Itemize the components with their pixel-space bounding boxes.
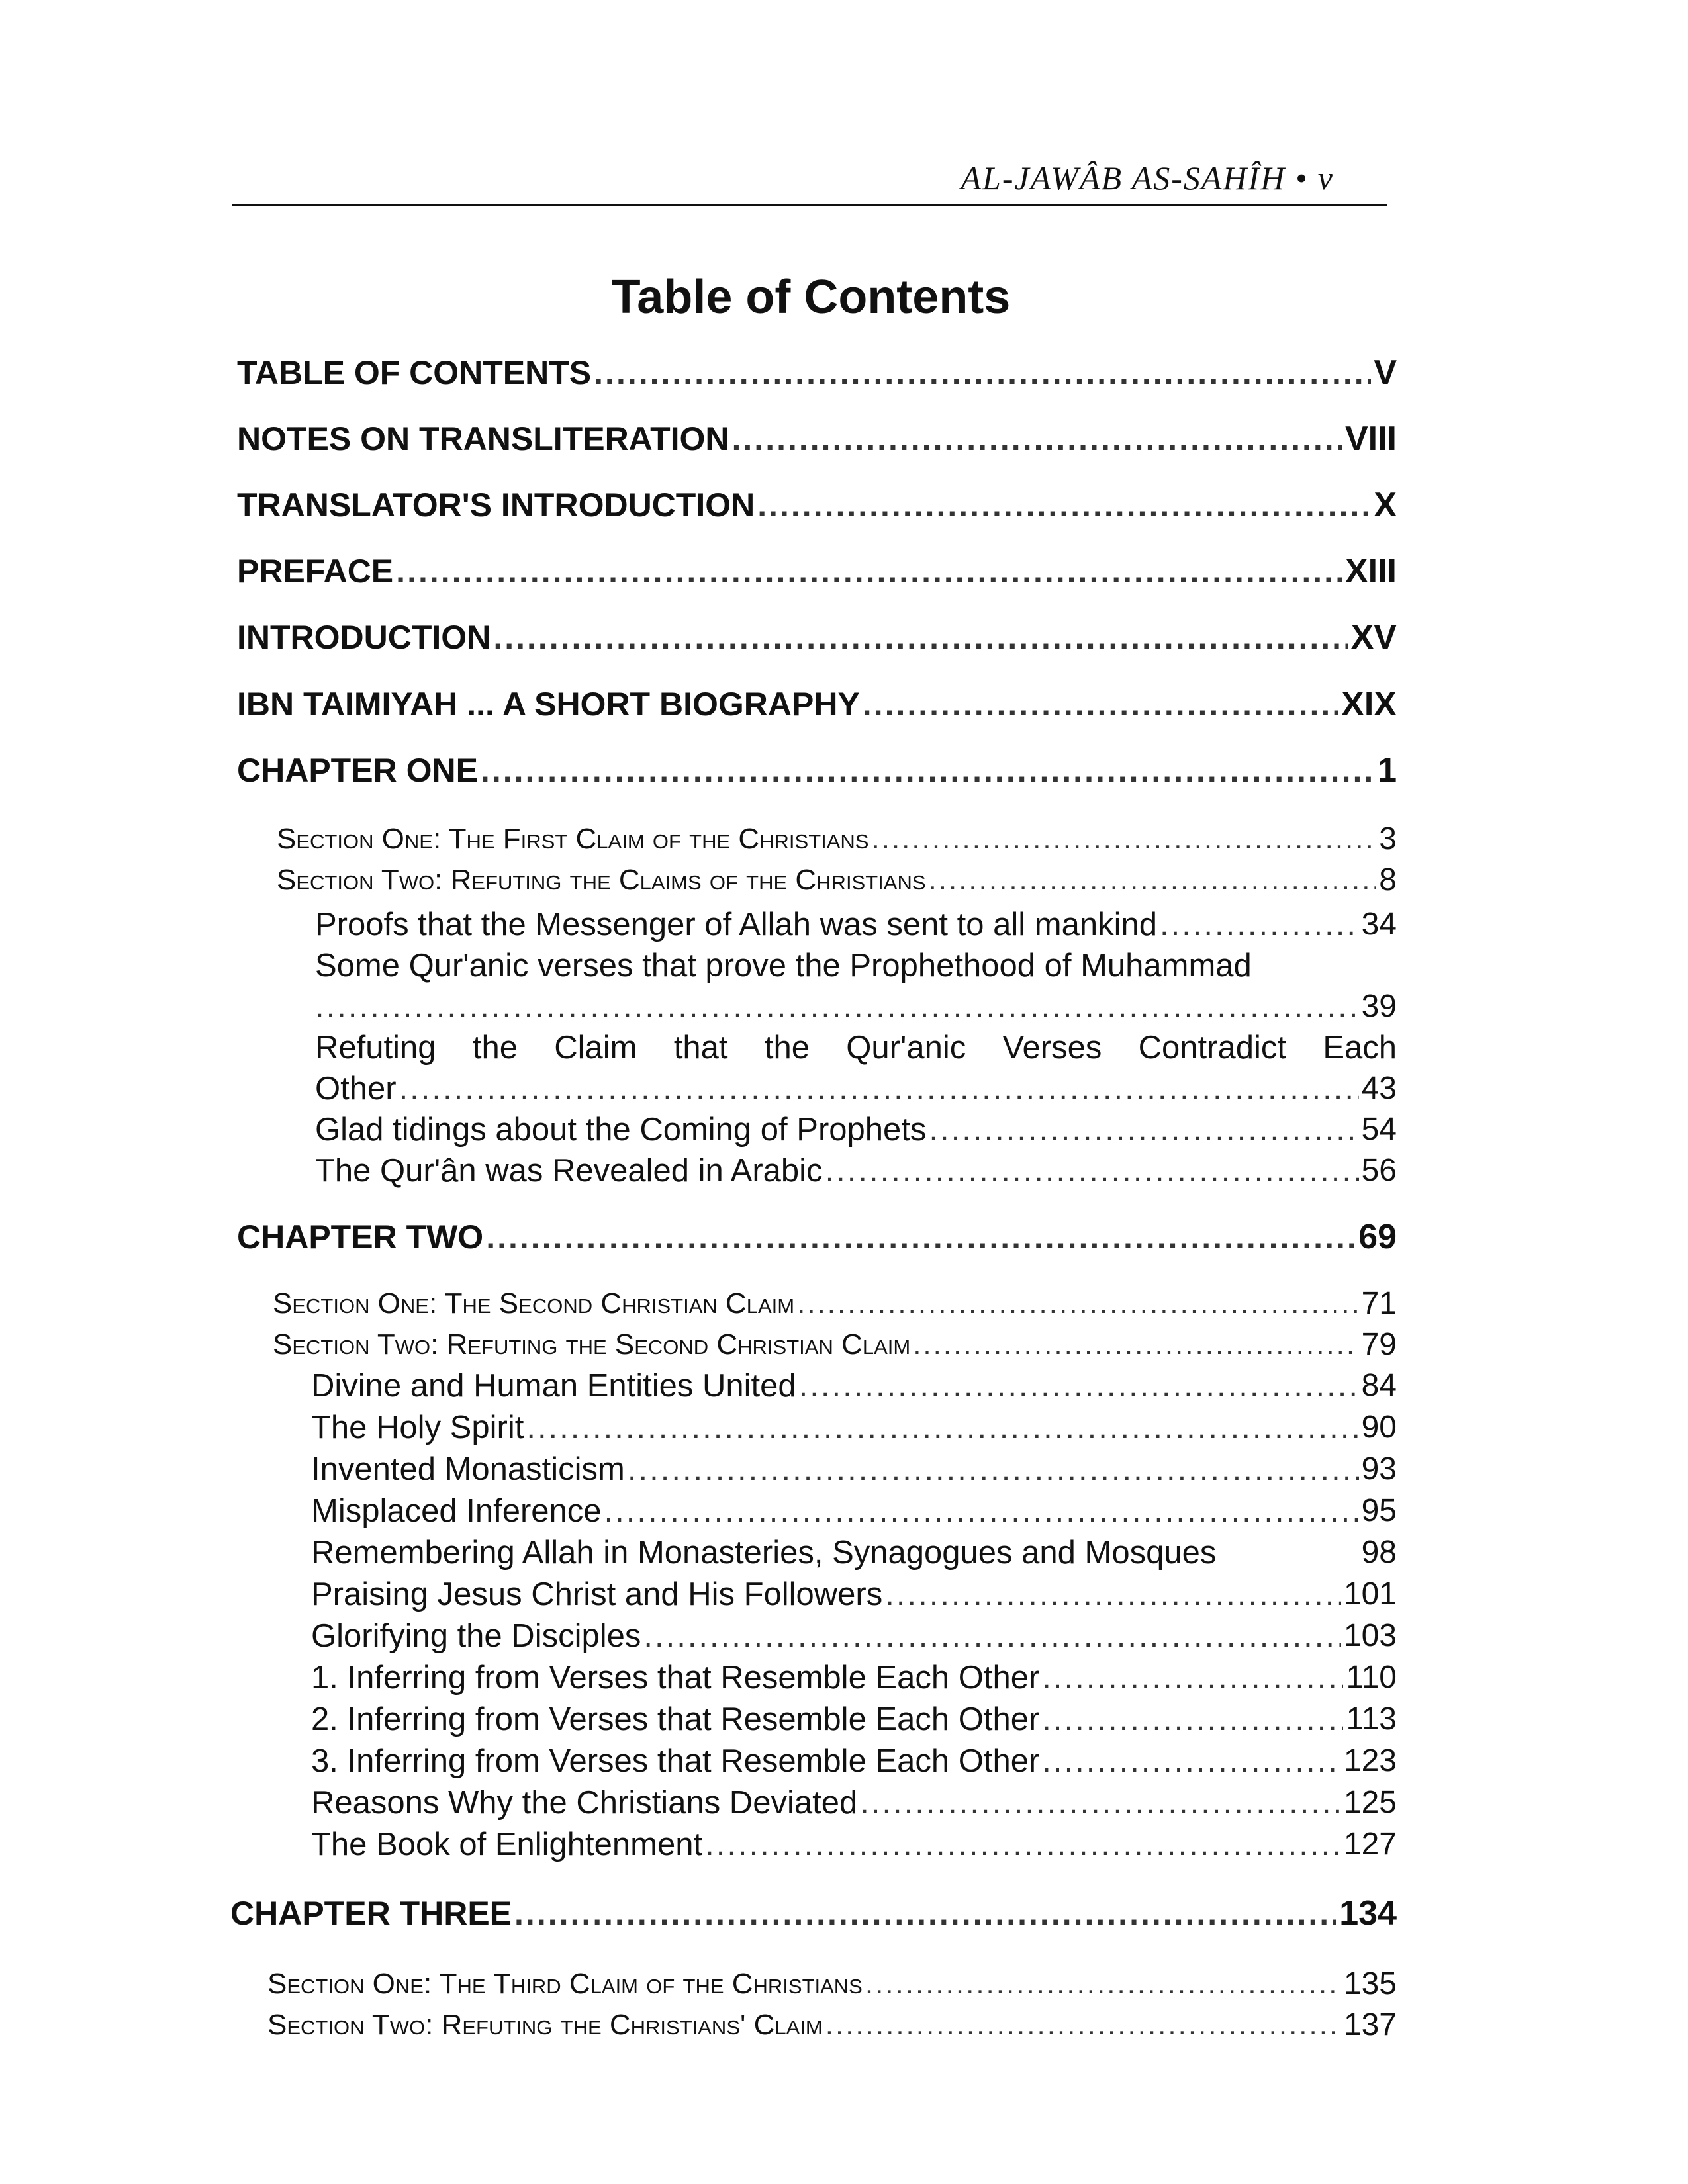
entry-label: CHAPTER ONE <box>237 752 478 789</box>
entry-page: 71 <box>1361 1286 1397 1321</box>
entry-label: 1. Inferring from Verses that Resemble Each Other <box>311 1660 1040 1696</box>
toc-chapter-three[interactable] <box>230 1893 1397 1934</box>
dot-leader <box>643 1615 1341 1657</box>
dot-leader <box>863 684 1338 725</box>
toc-section[interactable] <box>277 860 1397 900</box>
dot-leader <box>705 1824 1341 1865</box>
dot-leader <box>493 617 1348 658</box>
entry-label: TRANSLATOR'S INTRODUCTION <box>237 486 755 523</box>
dot-leader <box>1160 904 1359 945</box>
dot-leader <box>1042 1699 1343 1740</box>
dot-leader <box>860 1782 1341 1823</box>
toc-subsection[interactable] <box>311 1699 1397 1740</box>
toc-subsection[interactable] <box>311 1741 1397 1782</box>
toc-subsection[interactable] <box>311 1490 1397 1531</box>
dot-leader <box>396 551 1342 592</box>
dot-leader <box>514 1893 1336 1934</box>
entry-label: Divine and Human Entities United <box>311 1368 796 1404</box>
entry-label: Misplaced Inference <box>311 1493 602 1529</box>
toc-subsection-line[interactable]: Refuting the Claim that the Qur'anic Verses Contradict Each <box>315 1030 1397 1066</box>
entry-label: The Holy Spirit <box>311 1410 524 1445</box>
entry-page: 39 <box>1361 989 1397 1024</box>
toc-section[interactable] <box>267 2005 1397 2045</box>
toc-entry-biography[interactable] <box>237 684 1397 725</box>
entry-label: Section One: The First Claim of the Christians <box>277 823 869 855</box>
dot-leader <box>929 1109 1358 1150</box>
entry-page: 93 <box>1361 1451 1397 1486</box>
toc-subsection[interactable] <box>311 1449 1397 1490</box>
toc-section[interactable] <box>277 819 1397 859</box>
entry-label: Section Two: Refuting the Claims of the Christians <box>277 864 926 896</box>
dot-leader <box>486 1216 1356 1257</box>
entry-page: XV <box>1350 618 1397 657</box>
entry-label: TABLE OF CONTENTS <box>237 354 592 391</box>
entry-page: 110 <box>1346 1660 1397 1695</box>
entry-page: 95 <box>1361 1493 1397 1528</box>
entry-label: Praising Jesus Christ and His Followers <box>311 1576 883 1612</box>
dot-leader <box>865 1964 1341 2004</box>
entry-label: 3. Inferring from Verses that Resemble Each Other <box>311 1743 1040 1779</box>
entry-label: Remembering Allah in Monasteries, Synagogues and Mosques <box>311 1535 1217 1570</box>
entry-label: CHAPTER THREE <box>230 1895 512 1932</box>
dot-leader <box>825 1150 1359 1191</box>
toc-subsection[interactable] <box>311 1824 1397 1865</box>
dot-leader <box>872 819 1377 859</box>
entry-page: 127 <box>1343 1827 1397 1862</box>
dot-leader <box>797 1284 1358 1324</box>
entry-page: 125 <box>1343 1785 1397 1820</box>
toc-subsection[interactable] <box>311 1407 1397 1448</box>
dot-leader <box>399 1068 1359 1109</box>
toc-subsection-line[interactable]: Some Qur'anic verses that prove the Prophethood of Muhammad <box>315 948 1252 983</box>
toc-entry-translators-introduction[interactable] <box>237 484 1397 525</box>
toc-section[interactable] <box>273 1284 1397 1324</box>
entry-label: INTRODUCTION <box>237 619 491 656</box>
entry-page: 56 <box>1361 1153 1397 1188</box>
entry-page: XIX <box>1341 685 1397 723</box>
entry-page: X <box>1374 486 1397 524</box>
entry-label: Glorifying the Disciples <box>311 1618 641 1654</box>
toc-entry-introduction[interactable] <box>237 617 1397 658</box>
dot-leader <box>929 860 1377 900</box>
toc-subsection[interactable] <box>311 1657 1397 1698</box>
running-title: AL-JAWÂB AS-SAHÎH • v <box>961 159 1334 197</box>
entry-page: 135 <box>1343 1966 1397 2001</box>
entry-page: 101 <box>1343 1576 1397 1612</box>
toc-entry-table-of-contents[interactable] <box>237 352 1397 393</box>
entry-label: Reasons Why the Christians Deviated <box>311 1785 858 1821</box>
toc-section[interactable] <box>267 1964 1397 2004</box>
entry-label: Other <box>315 1071 397 1107</box>
entry-page: 84 <box>1361 1368 1397 1403</box>
toc-subsection[interactable] <box>315 1109 1397 1150</box>
entry-label: Section One: The Third Claim of the Christians <box>267 1968 863 2000</box>
toc-subsection[interactable] <box>315 904 1397 945</box>
toc-entry-notes-on-transliteration[interactable] <box>237 418 1397 459</box>
running-header <box>232 154 1387 206</box>
entry-label: Section Two: Refuting the Christians' Claim <box>267 2009 823 2041</box>
toc-subsection[interactable] <box>311 1782 1397 1823</box>
entry-label: The Qur'ân was Revealed in Arabic <box>315 1153 823 1189</box>
page-title: Table of Contents <box>611 271 1011 324</box>
dot-leader <box>825 2005 1341 2045</box>
entry-label: Proofs that the Messenger of Allah was sent to all mankind <box>315 907 1157 942</box>
entry-page: 54 <box>1361 1112 1397 1147</box>
dot-leader <box>799 1365 1359 1406</box>
entry-label: 2. Inferring from Verses that Resemble Each Other <box>311 1702 1040 1737</box>
entry-label: PREFACE <box>237 553 394 590</box>
entry-label: Glad tidings about the Coming of Prophets <box>315 1112 927 1148</box>
dot-leader <box>757 484 1371 525</box>
dot-leader <box>526 1407 1358 1448</box>
entry-label: Invented Monasticism <box>311 1451 625 1487</box>
toc-chapter-one[interactable] <box>237 750 1397 791</box>
dot-leader <box>1042 1657 1343 1698</box>
dot-leader <box>1042 1741 1341 1782</box>
entry-label: Section Two: Refuting the Second Christian Claim <box>273 1328 911 1361</box>
entry-page: 103 <box>1343 1618 1397 1653</box>
toc-subsection-continuation[interactable] <box>315 986 1397 1027</box>
toc-subsection[interactable] <box>311 1532 1397 1573</box>
entry-page: 8 <box>1379 862 1397 897</box>
dot-leader <box>315 986 1359 1027</box>
toc-entry-preface[interactable] <box>237 551 1397 592</box>
entry-page: 137 <box>1343 2007 1397 2042</box>
dot-leader <box>913 1325 1358 1365</box>
entry-page: 69 <box>1358 1218 1397 1256</box>
entry-label: NOTES ON TRANSLITERATION <box>237 420 729 457</box>
entry-page: 3 <box>1379 821 1397 856</box>
entry-page: 79 <box>1361 1327 1397 1362</box>
toc-subsection[interactable] <box>311 1615 1397 1657</box>
toc-chapter-two[interactable] <box>237 1216 1397 1257</box>
dot-leader <box>732 418 1342 459</box>
dot-leader <box>481 750 1375 791</box>
entry-label: IBN TAIMIYAH ... A SHORT BIOGRAPHY <box>237 686 860 723</box>
entry-page: 34 <box>1361 907 1397 942</box>
dot-leader <box>628 1449 1359 1490</box>
dot-leader <box>604 1490 1359 1531</box>
entry-page: 1 <box>1378 751 1397 790</box>
entry-page: 43 <box>1361 1071 1397 1106</box>
toc-subsection[interactable] <box>311 1574 1397 1615</box>
entry-page: VIII <box>1344 420 1397 458</box>
entry-label: The Book of Enlightenment <box>311 1827 703 1862</box>
entry-page: XIII <box>1344 552 1397 590</box>
dot-leader <box>885 1574 1341 1615</box>
entry-page: 113 <box>1346 1702 1397 1737</box>
entry-page: 98 <box>1361 1535 1397 1570</box>
entry-page: 134 <box>1339 1894 1397 1933</box>
toc-subsection[interactable] <box>315 1150 1397 1191</box>
dot-leader <box>594 352 1371 393</box>
toc-subsection[interactable] <box>311 1365 1397 1406</box>
entry-page: V <box>1374 353 1397 392</box>
toc-section[interactable] <box>273 1325 1397 1365</box>
entry-label: CHAPTER TWO <box>237 1218 484 1255</box>
entry-label: Section One: The Second Christian Claim <box>273 1287 795 1320</box>
entry-page: 90 <box>1361 1410 1397 1445</box>
toc-subsection-continuation[interactable] <box>315 1068 1397 1109</box>
entry-page: 123 <box>1343 1743 1397 1778</box>
